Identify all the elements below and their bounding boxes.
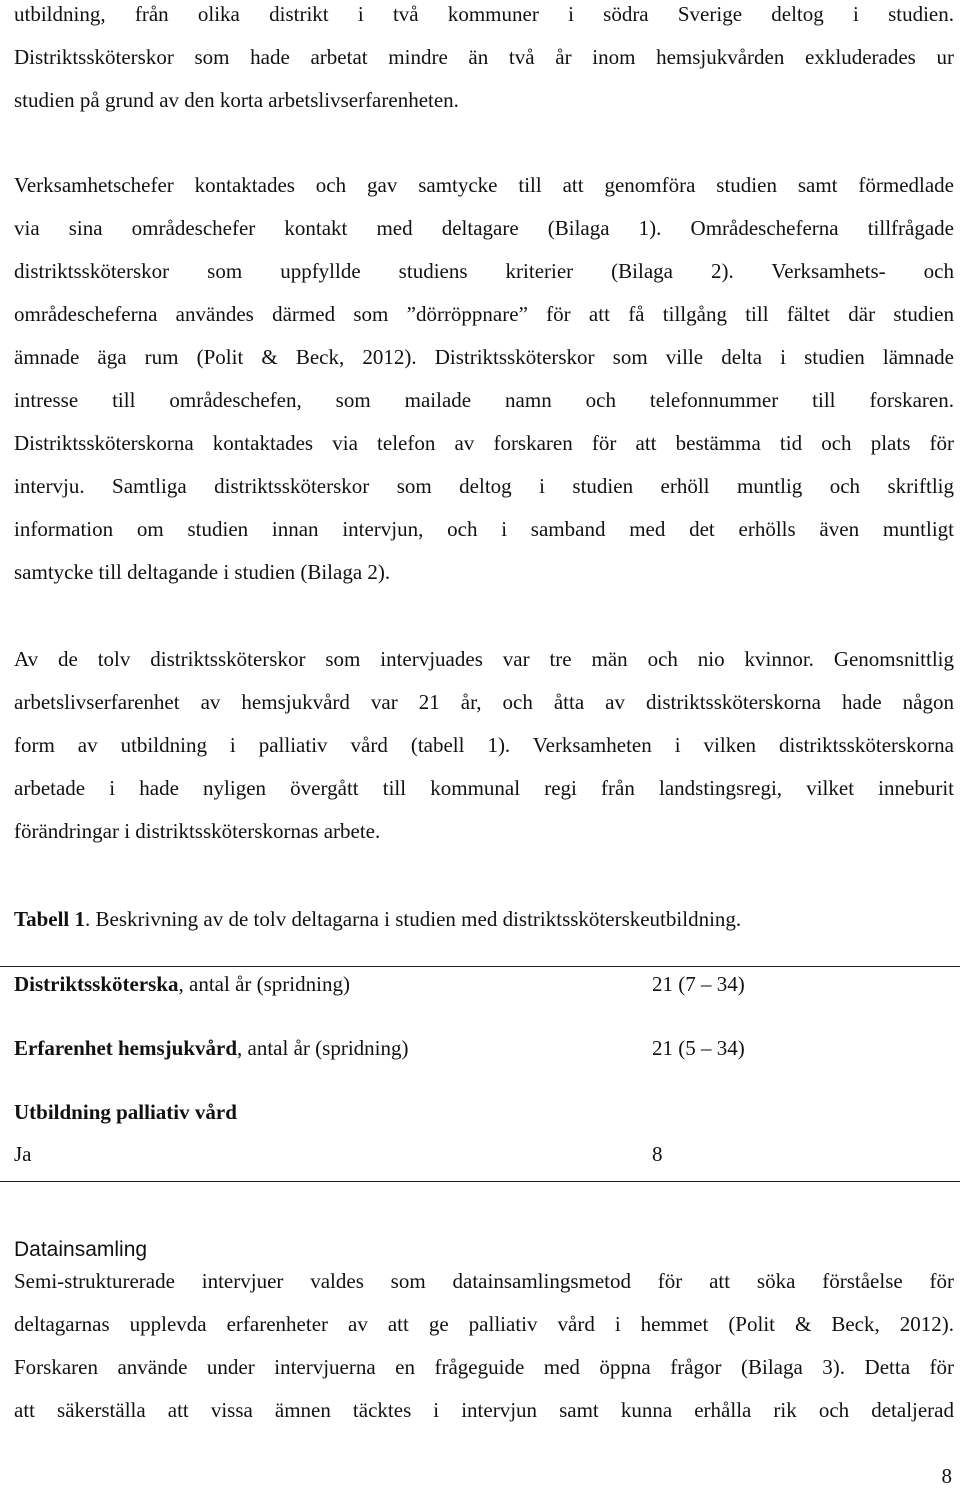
paragraph-1 bbox=[14, 0, 954, 122]
paragraph-line: Distriktssköterskor som hade arbetat mindre än två år inom hemsjukvården exkluderades ur bbox=[14, 45, 954, 69]
table-row bbox=[14, 1092, 954, 1132]
table-row bbox=[14, 1134, 954, 1174]
table-row-label-bold: Utbildning palliativ vård bbox=[14, 1100, 237, 1124]
paragraph-line: Forskaren använde under intervjuerna en frågeguide med öppna frågor (Bilaga 3). Detta för bbox=[14, 1355, 954, 1379]
table-row-label-rest: , antal år (spridning) bbox=[178, 972, 350, 996]
table-row-label-bold: Distriktssköterska bbox=[14, 972, 179, 996]
table-row-label-rest: Ja bbox=[14, 1142, 32, 1166]
paragraph-line: distriktssköterskor som uppfyllde studiens kriterier (Bilaga 2). Verksamhets- och bbox=[14, 259, 954, 283]
table-row-label bbox=[14, 1092, 237, 1132]
table-row-label bbox=[14, 1134, 32, 1174]
paragraph-line: Semi-strukturerade intervjuer valdes som datainsamlingsmetod för att söka förståelse för bbox=[14, 1269, 954, 1293]
paragraph-line: via sina områdeschefer kontakt med deltagare (Bilaga 1). Områdescheferna tillfrågade bbox=[14, 216, 954, 240]
paragraph-3 bbox=[14, 638, 954, 853]
paragraph-line: Av de tolv distriktssköterskor som intervjuades var tre män och nio kvinnor. Genomsnittlig bbox=[14, 647, 954, 671]
table-caption bbox=[14, 898, 741, 941]
section-heading: Datainsamling bbox=[14, 1238, 148, 1261]
paragraph-2 bbox=[14, 164, 954, 594]
table-caption-label: Tabell 1 bbox=[14, 907, 85, 931]
paragraph-line: samtycke till deltagande i studien (Bilaga 2). bbox=[14, 560, 391, 584]
paragraph-line: arbetade i hade nyligen övergått till kommunal regi från landstingsregi, vilket inneburit bbox=[14, 776, 954, 800]
table-row-label bbox=[14, 1028, 408, 1068]
paragraph-line: Distriktssköterskorna kontaktades via telefon av forskaren för att bestämma tid och plats för bbox=[14, 431, 954, 455]
table-row-label-bold: Erfarenhet hemsjukvård bbox=[14, 1036, 238, 1060]
paragraph-line: intervju. Samtliga distriktssköterskor som deltog i studien erhöll muntlig och skriftlig bbox=[14, 474, 954, 498]
paragraph-line: Verksamhetschefer kontaktades och gav samtycke till att genomföra studien samt förmedlade bbox=[14, 173, 954, 197]
paragraph-line: utbildning, från olika distrikt i två kommuner i södra Sverige deltog i studien. bbox=[14, 2, 954, 26]
page-number: 8 bbox=[941, 1464, 952, 1488]
table-row-value: 21 (7 – 34) bbox=[652, 972, 745, 996]
section-paragraph bbox=[14, 1260, 954, 1432]
paragraph-line: deltagarnas upplevda erfarenheter av att ge palliativ vård i hemmet (Polit & Beck, 2012). bbox=[14, 1312, 954, 1336]
paragraph-line: studien på grund av den korta arbetslivserfarenheten. bbox=[14, 88, 459, 112]
table-bottom-rule bbox=[0, 1181, 960, 1182]
paragraph-line: intresse till områdeschefen, som mailade namn och telefonnummer till forskaren. bbox=[14, 388, 954, 412]
paragraph-line: form av utbildning i palliativ vård (tabell 1). Verksamheten i vilken distriktssköterskorna bbox=[14, 733, 954, 757]
paragraph-line: ämnade äga rum (Polit & Beck, 2012). Distriktssköterskor som ville delta i studien lämnade bbox=[14, 345, 954, 369]
paragraph-line: områdescheferna användes därmed som ”dörröppnare” för att få tillgång till fältet där studien bbox=[14, 302, 954, 326]
table-row-label bbox=[14, 964, 350, 1004]
table-row-value: 21 (5 – 34) bbox=[652, 1036, 745, 1060]
paragraph-line: förändringar i distriktssköterskornas arbete. bbox=[14, 819, 381, 843]
paragraph-line: att säkerställa att vissa ämnen täcktes i intervjun samt kunna erhålla rik och detaljerad bbox=[14, 1398, 954, 1422]
table-row-value: 8 bbox=[652, 1142, 663, 1166]
table-row bbox=[14, 1028, 954, 1068]
paragraph-line: information om studien innan intervjun, och i samband med det erhölls även muntligt bbox=[14, 517, 954, 541]
table-row-label-rest: , antal år (spridning) bbox=[237, 1036, 409, 1060]
table-caption-text: . Beskrivning av de tolv deltagarna i studien med distriktssköterskeutbildning. bbox=[85, 907, 742, 931]
paragraph-line: arbetslivserfarenhet av hemsjukvård var 21 år, och åtta av distriktssköterskorna hade någon bbox=[14, 690, 954, 714]
table-row bbox=[14, 964, 954, 1004]
